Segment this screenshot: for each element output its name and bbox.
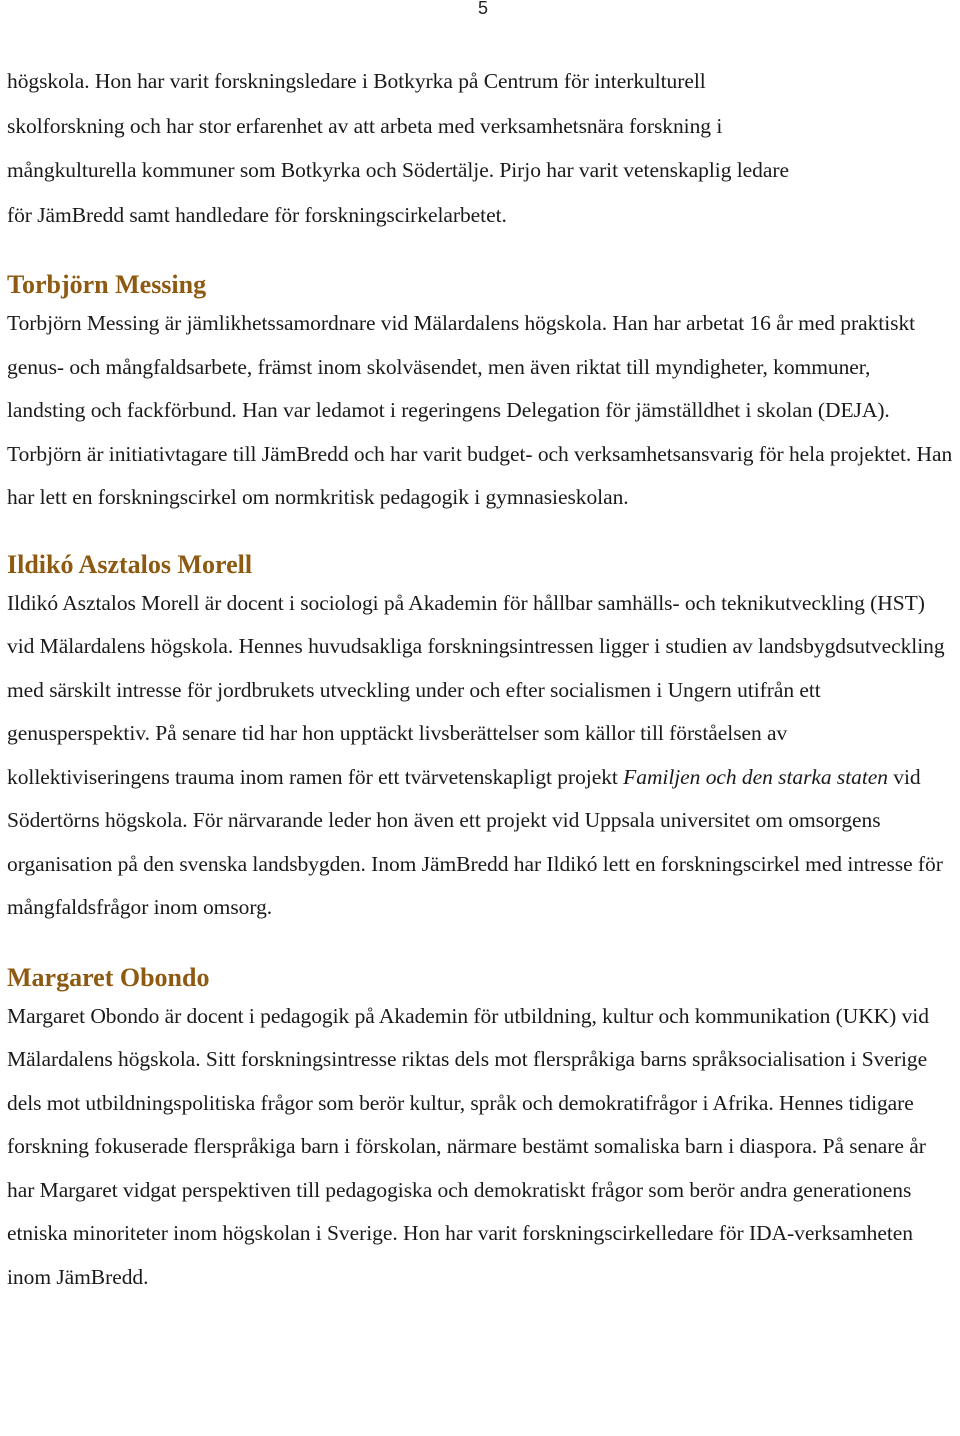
section-paragraph: Torbjörn Messing är jämlikhetssamordnare vid Mälardalens högskola. Han har arbetat 16 år med praktiskt genus- och mångfaldsarbete, främst inom skolväsendet, men även riktat till myndigheter, kommuner, landsting och fackförbund. Han var ledamot i regeringens Delegation för jämställdhet i skolan (DEJA). Torbjörn är initiativtagare till JämBredd och har varit budget- och verksamhetsansvarig för hela projektet. Han har lett en forskningscirkel om normkritisk pedagogik i gymnasieskolan. bbox=[7, 311, 953, 509]
paragraph-text: vid Södertörns högskola. För närvarande leder hon även ett projekt vid Uppsala universitet om omsorgens organisation på den svenska landsbygden. Inom JämBredd har Ildikó lett en forskningscirkel med intresse för mångfaldsfrågor inom omsorg. bbox=[7, 764, 943, 919]
intro-line-4: för JämBredd samt handledare för forskningscirkelarbetet. bbox=[7, 202, 507, 227]
section-heading: Ildikó Asztalos Morell bbox=[7, 549, 253, 579]
intro-line-3b: Pirjo har varit vetenskaplig ledare bbox=[494, 158, 789, 182]
intro-line-2: skolforskning och har stor erfarenhet av att arbeta med verksamhetsnära forskning i bbox=[7, 113, 723, 138]
intro-paragraph bbox=[7, 59, 953, 237]
section-paragraph: Margaret Obondo är docent i pedagogik på Akademin för utbildning, kultur och kommunikation (UKK) vid Mälardalens högskola. Sitt forskningsintresse riktas dels mot flerspråkiga barns språksocialisation i Sverige dels mot utbildningspolitiska frågor som berör kultur, språk och demokratifrågor i Afrika. Hennes tidigare forskning fokuserade flerspråkiga barn i förskolan, närmare bestämt somaliska barn i diaspora. På senare år har Margaret vidgat perspektiven till pedagogiska och demokratiskt frågor som berör andra generationens etniska minoriteter inom högskolan i Sverige. Hon har varit forskningscirkelledare för IDA-verksamheten inom JämBredd. bbox=[7, 1003, 929, 1289]
intro-line-1: högskola. Hon har varit forskningsledare i Botkyrka på Centrum för interkulturell bbox=[7, 69, 706, 93]
page-number: 5 bbox=[478, 0, 489, 18]
section-ildiko-asztalos-morell bbox=[7, 550, 953, 930]
section-margaret-obondo bbox=[7, 963, 953, 1300]
section-torbjorn-messing bbox=[7, 270, 953, 520]
section-heading: Margaret Obondo bbox=[7, 962, 210, 992]
intro-line-3a: mångkulturella kommuner som Botkyrka och Södertälje. bbox=[7, 158, 495, 182]
section-paragraph bbox=[7, 582, 953, 930]
paragraph-text: Ildikó Asztalos Morell är docent i sociologi på Akademin för hållbar samhälls- och teknikutveckling (HST) vid Mälardalens högskola. Hennes huvudsakliga forskningsintressen ligger i studien av landsbygdsutveckling med särskilt intresse för jordbrukets utveckling under och efter socialismen i Ungern utifrån ett genusperspektiv. På senare tid har hon upptäckt livsberättelser som källor till förståelsen av kollektiviseringens trauma inom ramen för ett tvärvetenskapligt projekt bbox=[7, 590, 945, 789]
document-body bbox=[7, 59, 953, 1299]
project-title: Familjen och den starka staten bbox=[623, 764, 888, 789]
section-heading: Torbjörn Messing bbox=[7, 270, 207, 299]
